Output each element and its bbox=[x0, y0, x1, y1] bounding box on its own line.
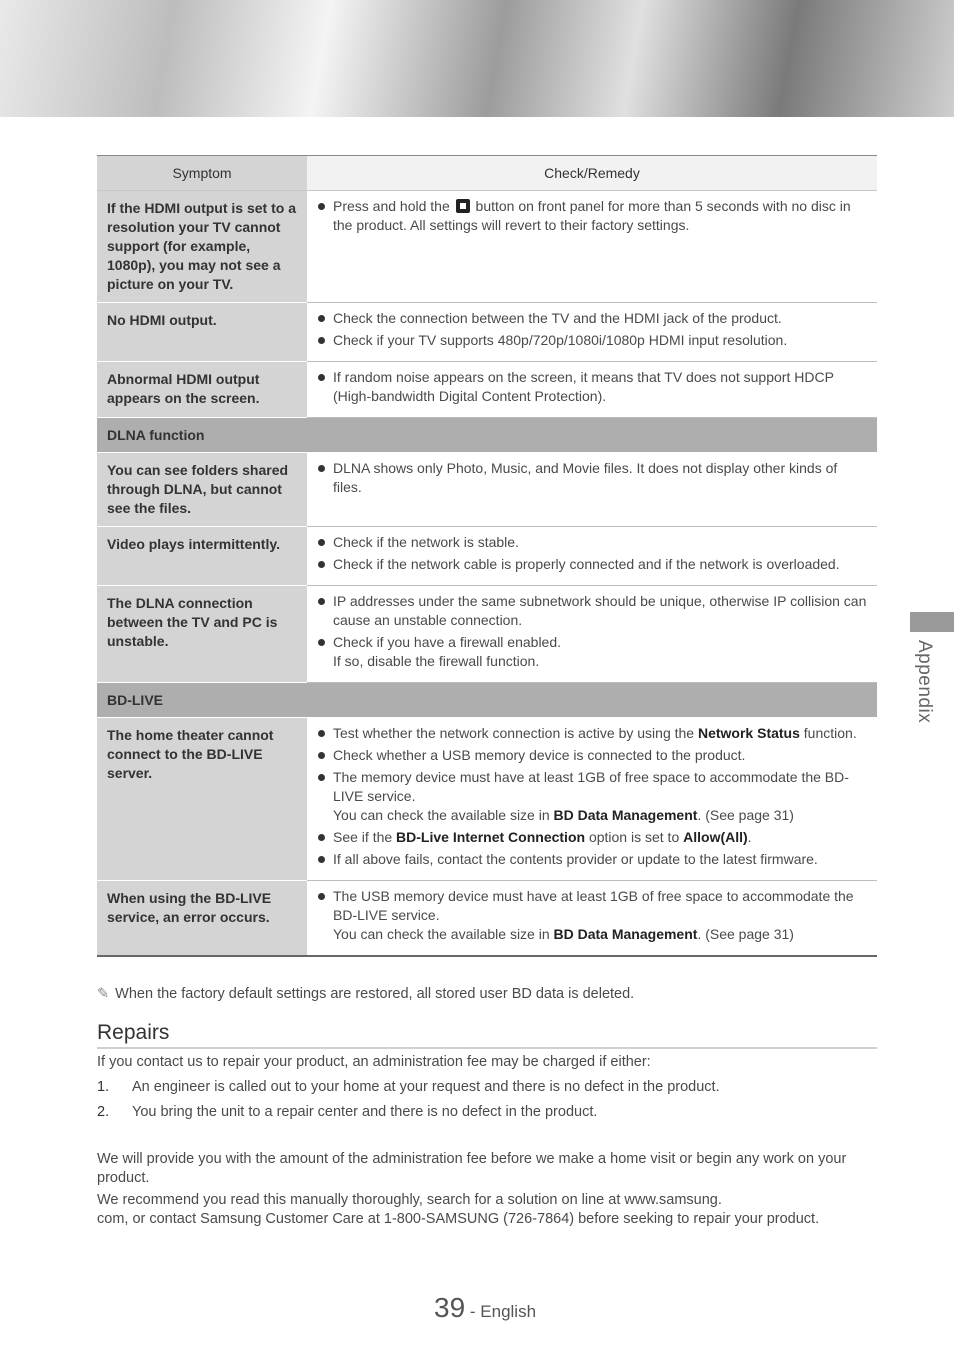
symptom-cell: No HDMI output. bbox=[97, 303, 307, 362]
remedy-cell bbox=[307, 586, 877, 683]
repairs-paragraph: We will provide you with the amount of the administration fee before we make a home visit or begin any work on your product. bbox=[97, 1151, 847, 1186]
appendix-side-label: Appendix bbox=[914, 640, 935, 724]
remedy-item: Check the connection between the TV and the HDMI jack of the product. bbox=[317, 309, 869, 328]
symptom-cell: Video plays intermittently. bbox=[97, 527, 307, 586]
remedy-cell bbox=[307, 527, 877, 586]
remedy-item: Check if the network is stable. bbox=[317, 533, 869, 552]
page-footer bbox=[434, 1292, 536, 1324]
pencil-note-icon: ✎ bbox=[97, 986, 110, 1002]
symptom-cell: The home theater cannot connect to the BD-LIVE server. bbox=[97, 718, 307, 881]
remedy-item: If random noise appears on the screen, it means that TV does not support HDCP (High-bandwidth Digital Content Protection). bbox=[317, 368, 869, 406]
table-row bbox=[97, 191, 877, 303]
note-text: When the factory default settings are restored, all stored user BD data is deleted. bbox=[115, 986, 635, 1002]
remedy-item: Check if the network cable is properly connected and if the network is overloaded. bbox=[317, 555, 869, 574]
repairs-list bbox=[97, 1079, 877, 1129]
remedy-item: If all above fails, contact the contents provider or update to the latest firmware. bbox=[317, 850, 869, 869]
symptom-cell: When using the BD-LIVE service, an error occurs. bbox=[97, 881, 307, 957]
remedy-item: The memory device must have at least 1GB of free space to accommodate the BD-LIVE service. You can check the available size in BD Data Management. (See page 31) bbox=[317, 768, 869, 825]
symptom-header: Symptom bbox=[97, 156, 307, 191]
footer-language: - English bbox=[469, 1302, 537, 1321]
remedy-cell bbox=[307, 453, 877, 527]
list-item: 2. You bring the unit to a repair center and there is no defect in the product. bbox=[97, 1104, 598, 1120]
remedy-cell bbox=[307, 881, 877, 957]
repairs-paragraph: We recommend you read this manually thoroughly, search for a solution on line at www.samsung. com, or contact Samsung Customer Care at 1-800-SAMSUNG (726-7864) before seeking to repair your product. bbox=[97, 1192, 820, 1227]
table-row bbox=[97, 527, 877, 586]
section-row-dlna bbox=[97, 418, 877, 453]
table-row bbox=[97, 453, 877, 527]
remedy-cell bbox=[307, 362, 877, 418]
table-row bbox=[97, 362, 877, 418]
repairs-intro: If you contact us to repair your product, an administration fee may be charged if either: bbox=[97, 1054, 651, 1070]
remedy-item: Check if you have a firewall enabled. If so, disable the firewall function. bbox=[317, 633, 869, 671]
list-item: 1. An engineer is called out to your home at your request and there is no defect in the product. bbox=[97, 1079, 720, 1095]
symptom-cell: If the HDMI output is set to a resolution your TV cannot support (for example, 1080p), you may not see a picture on your TV. bbox=[97, 191, 307, 303]
remedy-item: Check whether a USB memory device is connected to the product. bbox=[317, 746, 869, 765]
appendix-tab-marker bbox=[910, 612, 954, 632]
table-row bbox=[97, 718, 877, 881]
table-header-row bbox=[97, 156, 877, 191]
section-row-bdlive bbox=[97, 683, 877, 718]
table-row bbox=[97, 586, 877, 683]
remedy-item: See if the BD-Live Internet Connection option is set to Allow(All). bbox=[317, 828, 869, 847]
troubleshooting-table bbox=[97, 155, 877, 957]
page-number: 39 bbox=[434, 1292, 466, 1323]
header-banner bbox=[0, 0, 954, 117]
remedy-item: Press and hold the button on front panel for more than 5 seconds with no disc in the product. All settings will revert to their factory settings. bbox=[317, 197, 869, 235]
remedy-cell bbox=[307, 191, 877, 303]
remedy-header: Check/Remedy bbox=[307, 156, 877, 191]
remedy-item: DLNA shows only Photo, Music, and Movie files. It does not display other kinds of files. bbox=[317, 459, 869, 497]
symptom-cell: The DLNA connection between the TV and PC is unstable. bbox=[97, 586, 307, 683]
remedy-cell bbox=[307, 718, 877, 881]
symptom-cell: You can see folders shared through DLNA, but cannot see the files. bbox=[97, 453, 307, 527]
repairs-heading: Repairs bbox=[97, 1021, 877, 1049]
stop-button-icon bbox=[456, 199, 470, 213]
table-row bbox=[97, 303, 877, 362]
remedy-item: Check if your TV supports 480p/720p/1080i/1080p HDMI input resolution. bbox=[317, 331, 869, 350]
remedy-cell bbox=[307, 303, 877, 362]
note bbox=[97, 986, 877, 1002]
remedy-item: Test whether the network connection is active by using the Network Status function. bbox=[317, 724, 869, 743]
section-title: DLNA function bbox=[97, 418, 877, 453]
table-row bbox=[97, 881, 877, 957]
remedy-item: IP addresses under the same subnetwork should be unique, otherwise IP collision can cause an unstable connection. bbox=[317, 592, 869, 630]
section-title: BD-LIVE bbox=[97, 683, 877, 718]
symptom-cell: Abnormal HDMI output appears on the screen. bbox=[97, 362, 307, 418]
remedy-item: The USB memory device must have at least 1GB of free space to accommodate the BD-LIVE service. You can check the available size in BD Data Management. (See page 31) bbox=[317, 887, 869, 944]
